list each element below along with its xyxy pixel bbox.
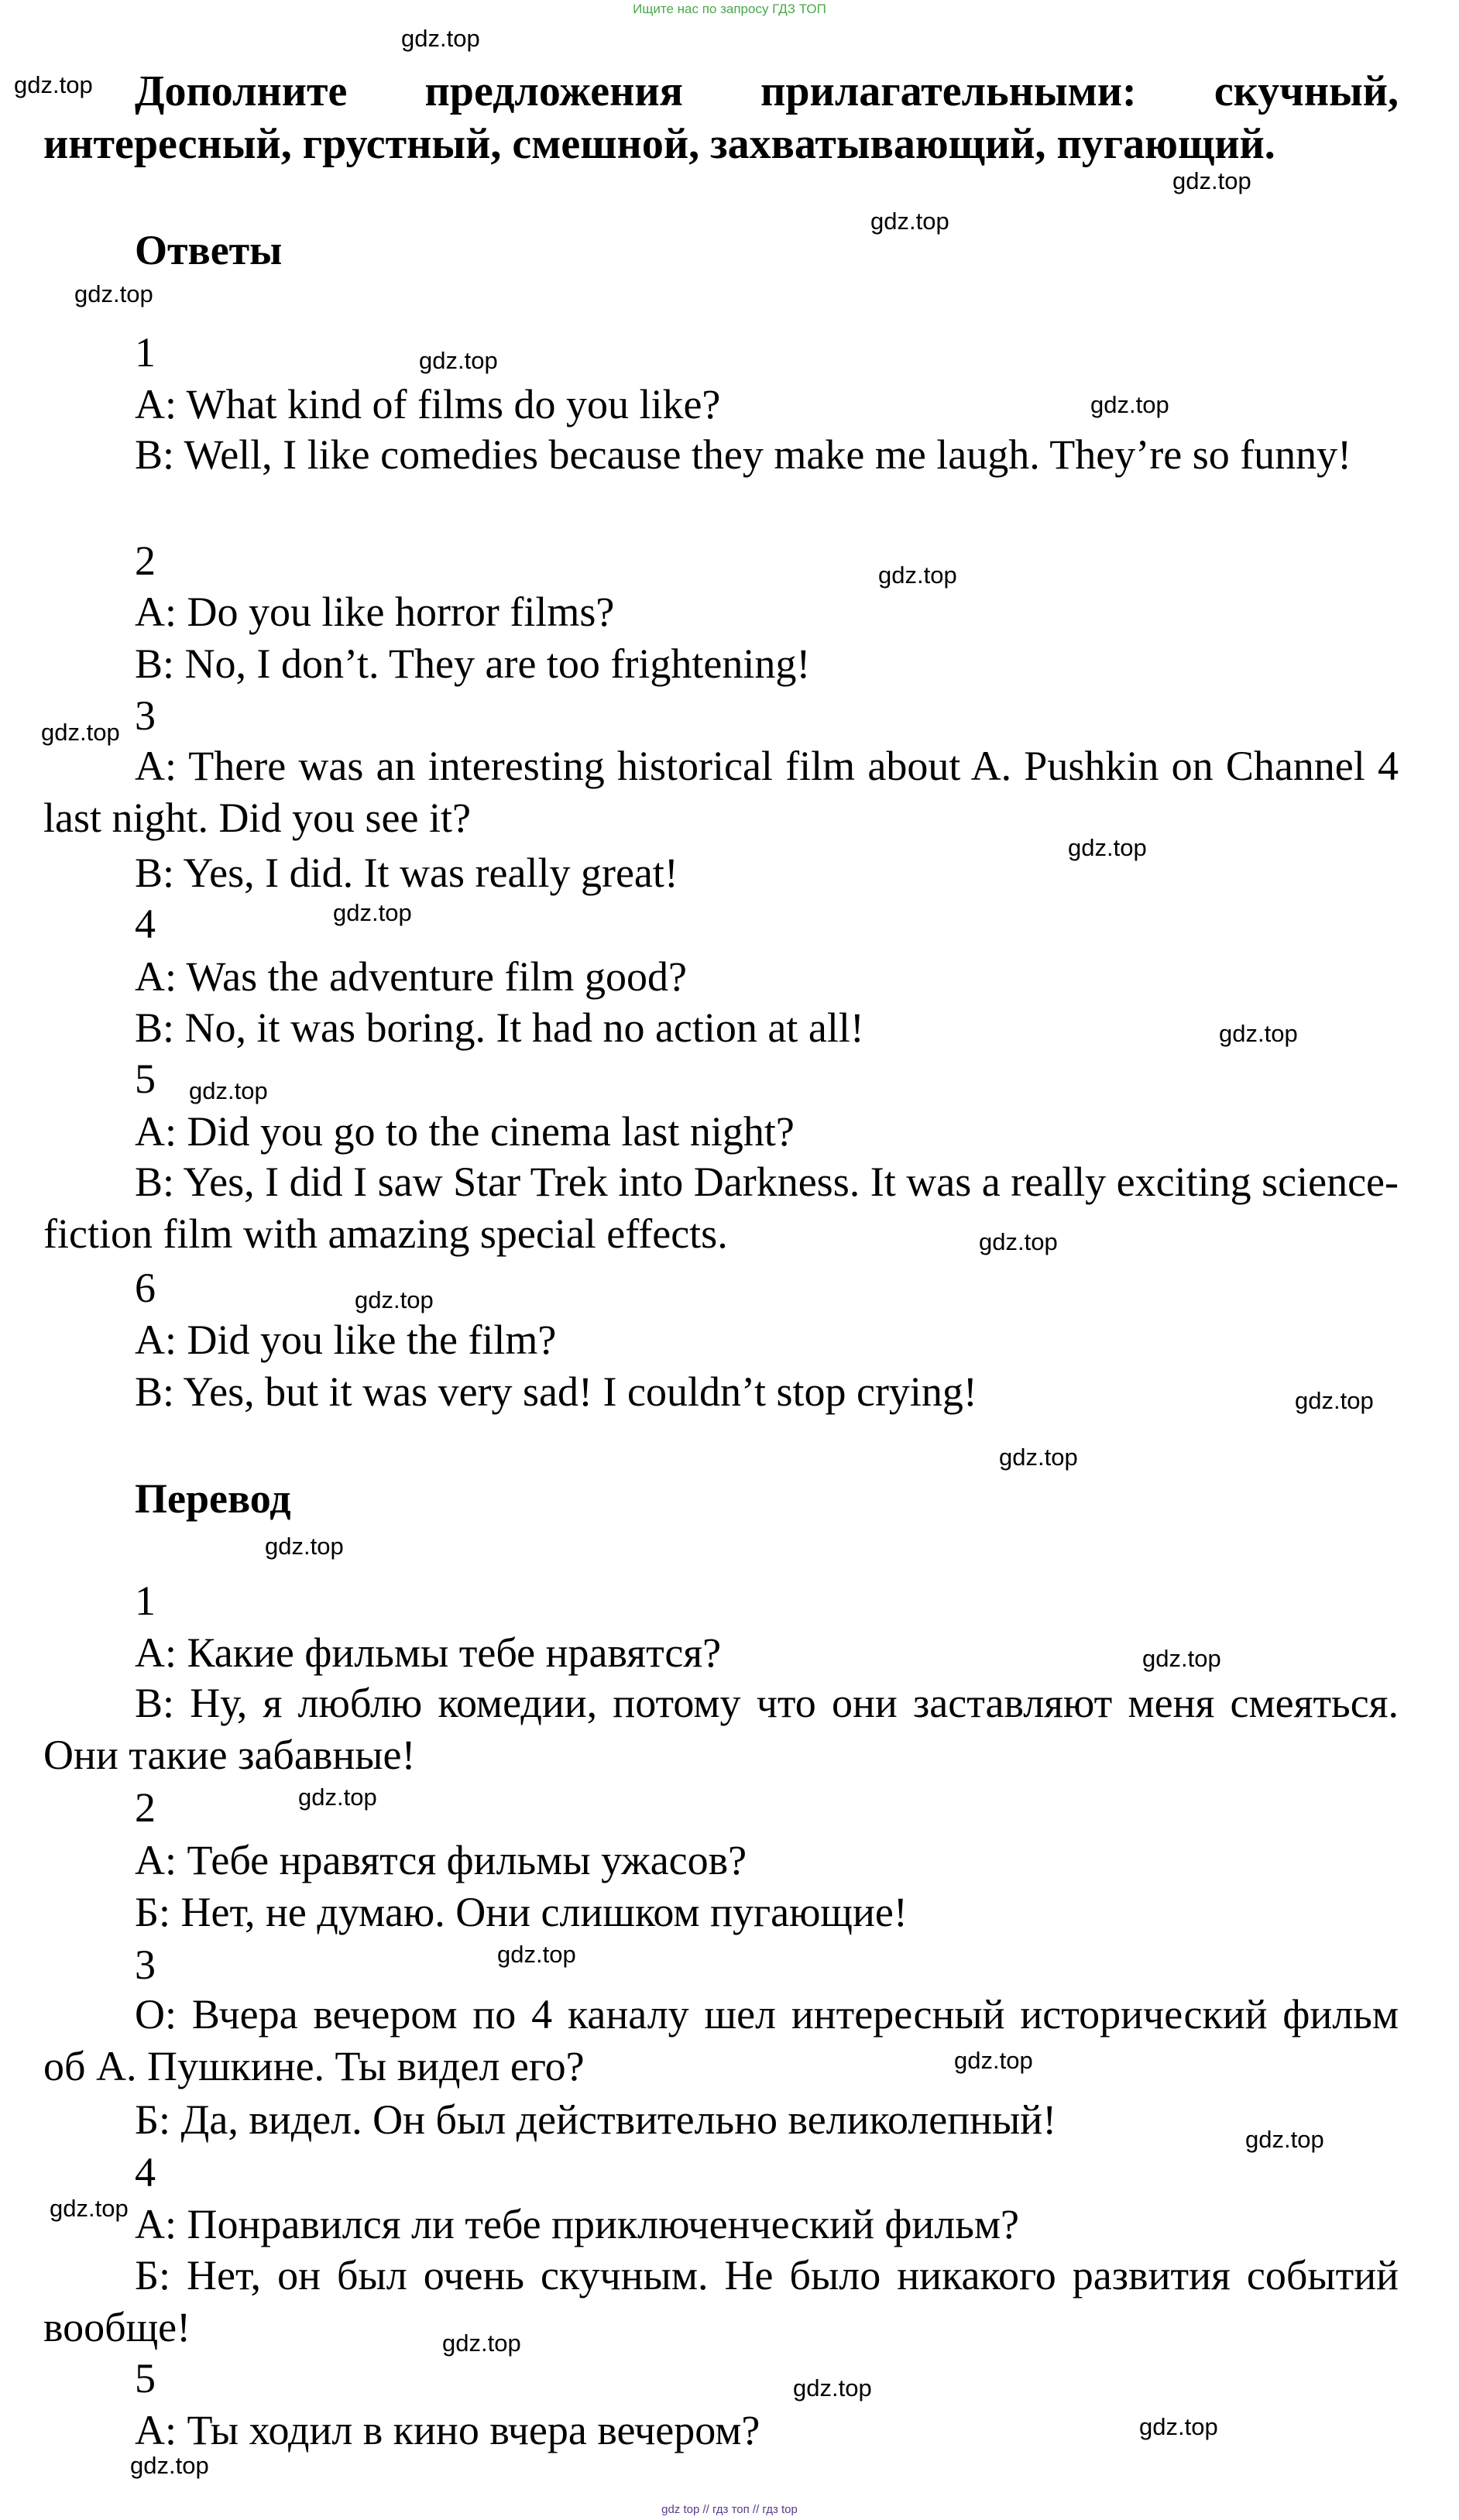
watermark: gdz.top: [999, 1444, 1078, 1471]
translation-4-number: 4: [135, 2149, 156, 2196]
answer-6-line-a: A: Did you like the film?: [135, 1317, 557, 1363]
translation-4-line-b: Б: Нет, он был очень скучным. Не было никакого развития событий вообще!: [43, 2252, 1399, 2350]
watermark: gdz.top: [189, 1077, 268, 1104]
watermark: gdz.top: [442, 2329, 521, 2357]
translation-5-line-a: А: Ты ходил в кино вчера вечером?: [135, 2407, 760, 2453]
watermark: gdz.top: [497, 1941, 576, 1968]
answer-2-line-b: B: No, I don’t. They are too frightening!: [135, 640, 811, 687]
header-promo-link[interactable]: Ищите нас по запросу ГДЗ ТОП: [633, 2, 826, 16]
translation-1-line-a: А: Какие фильмы тебе нравятся?: [135, 1629, 722, 1676]
task-instruction: Дополните предложения прилагательными: скучный, интересный, грустный, смешной, захватывающий, пугающий.: [43, 67, 1399, 168]
watermark: gdz.top: [298, 1784, 377, 1811]
answer-3-number: 3: [135, 692, 156, 739]
watermark: gdz.top: [1142, 1645, 1221, 1672]
watermark: gdz.top: [265, 1533, 344, 1560]
watermark: gdz.top: [954, 2047, 1033, 2074]
answer-4-line-b: B: No, it was boring. It had no action at all!: [135, 1004, 864, 1051]
watermark: gdz.top: [401, 25, 480, 52]
translation-2-number: 2: [135, 1784, 156, 1831]
watermark: gdz.top: [41, 719, 120, 746]
translation-heading: Перевод: [135, 1475, 291, 1522]
answer-5-number: 5: [135, 1056, 156, 1102]
watermark: gdz.top: [1219, 1020, 1298, 1047]
translation-1-number: 1: [135, 1578, 156, 1624]
translation-3-number: 3: [135, 1941, 156, 1988]
watermark: gdz.top: [1090, 391, 1169, 418]
answer-2-line-a: A: Do you like horror films?: [135, 589, 615, 635]
translation-1-line-b: В: Ну, я люблю комедии, потому что они заставляют меня смеяться. Они такие забавные!: [43, 1680, 1399, 1778]
answer-5-line-b: B: Yes, I did I saw Star Trek into Darkness. It was a really exciting science-fiction film with amazing special effects.: [43, 1159, 1399, 1257]
watermark: gdz.top: [355, 1286, 434, 1313]
answers-heading: Ответы: [135, 227, 283, 273]
answer-4-number: 4: [135, 901, 156, 947]
answer-3-line-a: A: There was an interesting historical film about A. Pushkin on Channel 4 last night. Did you see it?: [43, 743, 1399, 841]
answer-1-line-a: A: What kind of films do you like?: [135, 381, 721, 427]
watermark: gdz.top: [74, 280, 153, 307]
watermark: gdz.top: [979, 1228, 1058, 1255]
watermark: gdz.top: [130, 2452, 209, 2479]
translation-5-number: 5: [135, 2355, 156, 2402]
watermark: gdz.top: [878, 561, 957, 589]
answer-2-number: 2: [135, 537, 156, 584]
watermark: gdz.top: [419, 347, 498, 374]
translation-3-line-b: Б: Да, видел. Он был действительно великолепный!: [135, 2096, 1057, 2143]
footer-links[interactable]: gdz top // гдз топ // гдз top: [661, 2503, 798, 2516]
answer-1-number: 1: [135, 329, 156, 376]
watermark: gdz.top: [1245, 2126, 1324, 2153]
watermark: gdz.top: [1172, 167, 1251, 194]
translation-2-line-a: А: Тебе нравятся фильмы ужасов?: [135, 1837, 747, 1883]
answer-1-line-b: B: Well, I like comedies because they make me laugh. They’re so funny!: [135, 431, 1352, 478]
translation-4-line-a: А: Понравился ли тебе приключенческий фильм?: [135, 2201, 1020, 2247]
answer-4-line-a: A: Was the adventure film good?: [135, 953, 687, 1000]
translation-3-line-a: О: Вчера вечером по 4 каналу шел интересный исторический фильм об А. Пушкине. Ты видел его?: [43, 1991, 1399, 2089]
watermark: gdz.top: [14, 71, 93, 98]
watermark: gdz.top: [50, 2195, 129, 2222]
watermark: gdz.top: [1139, 2413, 1218, 2440]
answer-6-line-b: B: Yes, but it was very sad! I couldn’t stop crying!: [135, 1368, 977, 1415]
translation-2-line-b: Б: Нет, не думаю. Они слишком пугающие!: [135, 1889, 908, 1935]
watermark: gdz.top: [1295, 1387, 1374, 1414]
answer-6-number: 6: [135, 1265, 156, 1311]
watermark: gdz.top: [333, 899, 412, 926]
watermark: gdz.top: [1068, 834, 1147, 861]
watermark: gdz.top: [793, 2374, 872, 2402]
answer-5-line-a: A: Did you go to the cinema last night?: [135, 1108, 795, 1155]
watermark: gdz.top: [870, 208, 949, 235]
answer-3-line-b: B: Yes, I did. It was really great!: [135, 850, 678, 896]
